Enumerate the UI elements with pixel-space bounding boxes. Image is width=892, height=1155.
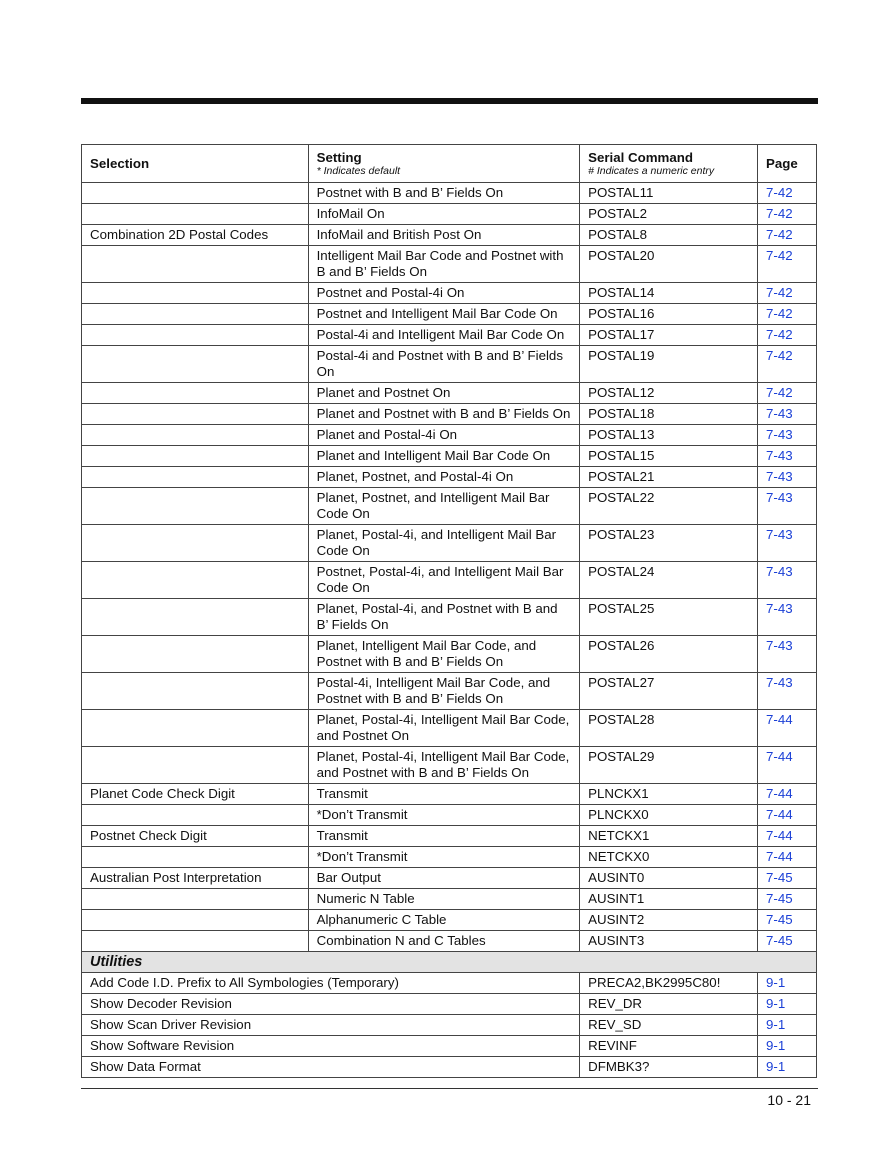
table-body — [82, 183, 817, 1078]
selection-cell: Postnet Check Digit — [82, 826, 309, 847]
table-row — [82, 383, 817, 404]
page-link[interactable]: 7-42 — [758, 304, 817, 325]
page-link[interactable]: 7-43 — [758, 488, 817, 525]
setting-cell: Planet, Postal-4i, Intelligent Mail Bar Code, and Postnet with B and B’ Fields On — [308, 747, 579, 784]
setting-cell: InfoMail and British Post On — [308, 225, 579, 246]
serial-command-cell: POSTAL2 — [580, 204, 758, 225]
serial-command-cell: POSTAL8 — [580, 225, 758, 246]
page-link[interactable]: 7-43 — [758, 636, 817, 673]
serial-command-cell: POSTAL13 — [580, 425, 758, 446]
selection-cell — [82, 599, 309, 636]
setting-cell: Planet, Postnet, and Intelligent Mail Bar Code On — [308, 488, 579, 525]
serial-command-table — [81, 144, 817, 1078]
serial-command-cell: PLNCKX0 — [580, 805, 758, 826]
serial-command-cell: DFMBK3? — [580, 1057, 758, 1078]
table-row — [82, 446, 817, 467]
serial-command-cell: PLNCKX1 — [580, 784, 758, 805]
selection-cell: Show Software Revision — [82, 1036, 580, 1057]
page-link[interactable]: 7-44 — [758, 747, 817, 784]
selection-cell — [82, 931, 309, 952]
selection-cell — [82, 910, 309, 931]
header-setting-note: * Indicates default — [316, 165, 401, 177]
table-row — [82, 304, 817, 325]
table-row — [82, 346, 817, 383]
setting-cell: Bar Output — [308, 868, 579, 889]
page-link[interactable]: 7-42 — [758, 283, 817, 304]
serial-command-cell: POSTAL11 — [580, 183, 758, 204]
serial-command-cell: NETCKX1 — [580, 826, 758, 847]
table-row — [82, 889, 817, 910]
table-row — [82, 525, 817, 562]
selection-cell: Add Code I.D. Prefix to All Symbologies (Temporary) — [82, 973, 580, 994]
section-title: Utilities — [82, 952, 817, 973]
selection-cell — [82, 488, 309, 525]
setting-cell: Planet, Postal-4i, and Intelligent Mail Bar Code On — [308, 525, 579, 562]
selection-cell — [82, 304, 309, 325]
table-row — [82, 246, 817, 283]
page-link[interactable]: 7-42 — [758, 204, 817, 225]
serial-command-cell: POSTAL24 — [580, 562, 758, 599]
page-link[interactable]: 7-43 — [758, 404, 817, 425]
serial-command-cell: POSTAL19 — [580, 346, 758, 383]
serial-command-cell: REV_DR — [580, 994, 758, 1015]
page-link[interactable]: 9-1 — [758, 1015, 817, 1036]
section-row-utilities — [82, 952, 817, 973]
table-row — [82, 562, 817, 599]
page-link[interactable]: 7-43 — [758, 599, 817, 636]
selection-cell — [82, 889, 309, 910]
table-row — [82, 283, 817, 304]
selection-cell — [82, 183, 309, 204]
setting-cell: Planet and Postnet with B and B’ Fields On — [308, 404, 579, 425]
serial-command-cell: AUSINT1 — [580, 889, 758, 910]
page-link[interactable]: 7-43 — [758, 446, 817, 467]
table-row — [82, 805, 817, 826]
serial-command-cell: POSTAL18 — [580, 404, 758, 425]
selection-cell — [82, 847, 309, 868]
selection-cell — [82, 383, 309, 404]
selection-cell — [82, 446, 309, 467]
setting-cell: Postal-4i and Intelligent Mail Bar Code On — [308, 325, 579, 346]
setting-cell: Transmit — [308, 826, 579, 847]
selection-cell — [82, 525, 309, 562]
table-row — [82, 599, 817, 636]
selection-cell: Show Decoder Revision — [82, 994, 580, 1015]
table-row — [82, 425, 817, 446]
table-row — [82, 225, 817, 246]
top-rule — [81, 98, 818, 104]
header-serial-note: # Indicates a numeric entry — [588, 165, 715, 177]
setting-cell: Postal-4i and Postnet with B and B’ Fields On — [308, 346, 579, 383]
setting-cell: Postal-4i, Intelligent Mail Bar Code, and Postnet with B and B’ Fields On — [308, 673, 579, 710]
serial-command-cell: POSTAL27 — [580, 673, 758, 710]
header-serial-command — [580, 145, 758, 183]
table-row — [82, 1015, 817, 1036]
table-row — [82, 183, 817, 204]
header-setting — [308, 145, 579, 183]
page-link[interactable]: 9-1 — [758, 994, 817, 1015]
table-row — [82, 747, 817, 784]
page-link[interactable]: 7-43 — [758, 673, 817, 710]
page-link[interactable]: 7-42 — [758, 183, 817, 204]
setting-cell: Numeric N Table — [308, 889, 579, 910]
serial-command-cell: POSTAL22 — [580, 488, 758, 525]
selection-cell — [82, 425, 309, 446]
table-row — [82, 931, 817, 952]
setting-cell: Planet, Postal-4i, Intelligent Mail Bar Code, and Postnet On — [308, 710, 579, 747]
page-link[interactable]: 7-44 — [758, 805, 817, 826]
selection-cell — [82, 246, 309, 283]
setting-cell: Alphanumeric C Table — [308, 910, 579, 931]
serial-command-cell: POSTAL14 — [580, 283, 758, 304]
selection-cell: Combination 2D Postal Codes — [82, 225, 309, 246]
serial-command-cell: POSTAL12 — [580, 383, 758, 404]
serial-command-cell: POSTAL15 — [580, 446, 758, 467]
serial-command-cell: POSTAL21 — [580, 467, 758, 488]
serial-command-cell: NETCKX0 — [580, 847, 758, 868]
page-link[interactable]: 7-44 — [758, 710, 817, 747]
setting-cell: Planet and Postnet On — [308, 383, 579, 404]
setting-cell: Postnet with B and B’ Fields On — [308, 183, 579, 204]
table-row — [82, 826, 817, 847]
page-link[interactable]: 7-45 — [758, 931, 817, 952]
page-link[interactable]: 7-42 — [758, 325, 817, 346]
page-link[interactable]: 7-42 — [758, 246, 817, 283]
serial-command-cell: POSTAL29 — [580, 747, 758, 784]
setting-cell: Postnet and Postal-4i On — [308, 283, 579, 304]
page-link[interactable]: 7-43 — [758, 425, 817, 446]
table-row — [82, 847, 817, 868]
setting-cell: Postnet and Intelligent Mail Bar Code On — [308, 304, 579, 325]
page-link[interactable]: 7-43 — [758, 562, 817, 599]
selection-cell — [82, 673, 309, 710]
header-setting-label: Setting — [316, 150, 362, 165]
selection-cell — [82, 325, 309, 346]
setting-cell: Planet and Postal-4i On — [308, 425, 579, 446]
table-row — [82, 636, 817, 673]
page-link[interactable]: 7-42 — [758, 346, 817, 383]
page-link[interactable]: 9-1 — [758, 973, 817, 994]
serial-command-cell: POSTAL17 — [580, 325, 758, 346]
table-row — [82, 973, 817, 994]
serial-command-cell: POSTAL16 — [580, 304, 758, 325]
setting-cell: Combination N and C Tables — [308, 931, 579, 952]
setting-cell: Planet and Intelligent Mail Bar Code On — [308, 446, 579, 467]
serial-command-cell: AUSINT0 — [580, 868, 758, 889]
setting-cell: *Don’t Transmit — [308, 847, 579, 868]
table-row — [82, 488, 817, 525]
page-link[interactable]: 7-45 — [758, 868, 817, 889]
page-link[interactable]: 7-42 — [758, 225, 817, 246]
page-link[interactable]: 7-44 — [758, 826, 817, 847]
selection-cell — [82, 404, 309, 425]
table-row — [82, 1036, 817, 1057]
selection-cell: Australian Post Interpretation — [82, 868, 309, 889]
serial-command-cell: POSTAL23 — [580, 525, 758, 562]
table-header-row — [82, 145, 817, 183]
page-link[interactable]: 7-43 — [758, 467, 817, 488]
serial-command-cell: POSTAL20 — [580, 246, 758, 283]
setting-cell: Transmit — [308, 784, 579, 805]
page-number: 10 - 21 — [767, 1092, 811, 1108]
selection-cell — [82, 204, 309, 225]
selection-cell — [82, 747, 309, 784]
setting-cell: Planet, Postnet, and Postal-4i On — [308, 467, 579, 488]
setting-cell: Planet, Intelligent Mail Bar Code, and Postnet with B and B’ Fields On — [308, 636, 579, 673]
table-row — [82, 784, 817, 805]
selection-cell — [82, 710, 309, 747]
table-row — [82, 1057, 817, 1078]
page-link[interactable]: 7-44 — [758, 784, 817, 805]
table-row — [82, 868, 817, 889]
table-row — [82, 467, 817, 488]
selection-cell — [82, 283, 309, 304]
serial-command-cell: REVINF — [580, 1036, 758, 1057]
table-row — [82, 204, 817, 225]
setting-cell: Planet, Postal-4i, and Postnet with B and B’ Fields On — [308, 599, 579, 636]
table-row — [82, 710, 817, 747]
table-row — [82, 325, 817, 346]
selection-cell: Show Scan Driver Revision — [82, 1015, 580, 1036]
header-selection: Selection — [82, 145, 309, 183]
setting-cell: Postnet, Postal-4i, and Intelligent Mail Bar Code On — [308, 562, 579, 599]
header-serial-label: Serial Command — [588, 150, 694, 165]
table-row — [82, 404, 817, 425]
serial-command-cell: AUSINT2 — [580, 910, 758, 931]
page-link[interactable]: 7-44 — [758, 847, 817, 868]
selection-cell: Show Data Format — [82, 1057, 580, 1078]
serial-command-cell: REV_SD — [580, 1015, 758, 1036]
page-link[interactable]: 7-45 — [758, 889, 817, 910]
page-link[interactable]: 7-43 — [758, 525, 817, 562]
setting-cell: *Don’t Transmit — [308, 805, 579, 826]
header-page: Page — [758, 145, 817, 183]
serial-command-cell: POSTAL28 — [580, 710, 758, 747]
serial-command-cell: POSTAL25 — [580, 599, 758, 636]
selection-cell: Planet Code Check Digit — [82, 784, 309, 805]
selection-cell — [82, 346, 309, 383]
page-link[interactable]: 7-42 — [758, 383, 817, 404]
setting-cell: InfoMail On — [308, 204, 579, 225]
page-link[interactable]: 9-1 — [758, 1036, 817, 1057]
selection-cell — [82, 562, 309, 599]
serial-command-cell: POSTAL26 — [580, 636, 758, 673]
bottom-rule — [81, 1088, 818, 1089]
selection-cell — [82, 636, 309, 673]
serial-command-cell: PRECA2,BK2995C80! — [580, 973, 758, 994]
table-row — [82, 910, 817, 931]
table-row — [82, 673, 817, 710]
selection-cell — [82, 467, 309, 488]
serial-command-cell: AUSINT3 — [580, 931, 758, 952]
selection-cell — [82, 805, 309, 826]
table-row — [82, 994, 817, 1015]
page-link[interactable]: 7-45 — [758, 910, 817, 931]
page-link[interactable]: 9-1 — [758, 1057, 817, 1078]
setting-cell: Intelligent Mail Bar Code and Postnet with B and B’ Fields On — [308, 246, 579, 283]
